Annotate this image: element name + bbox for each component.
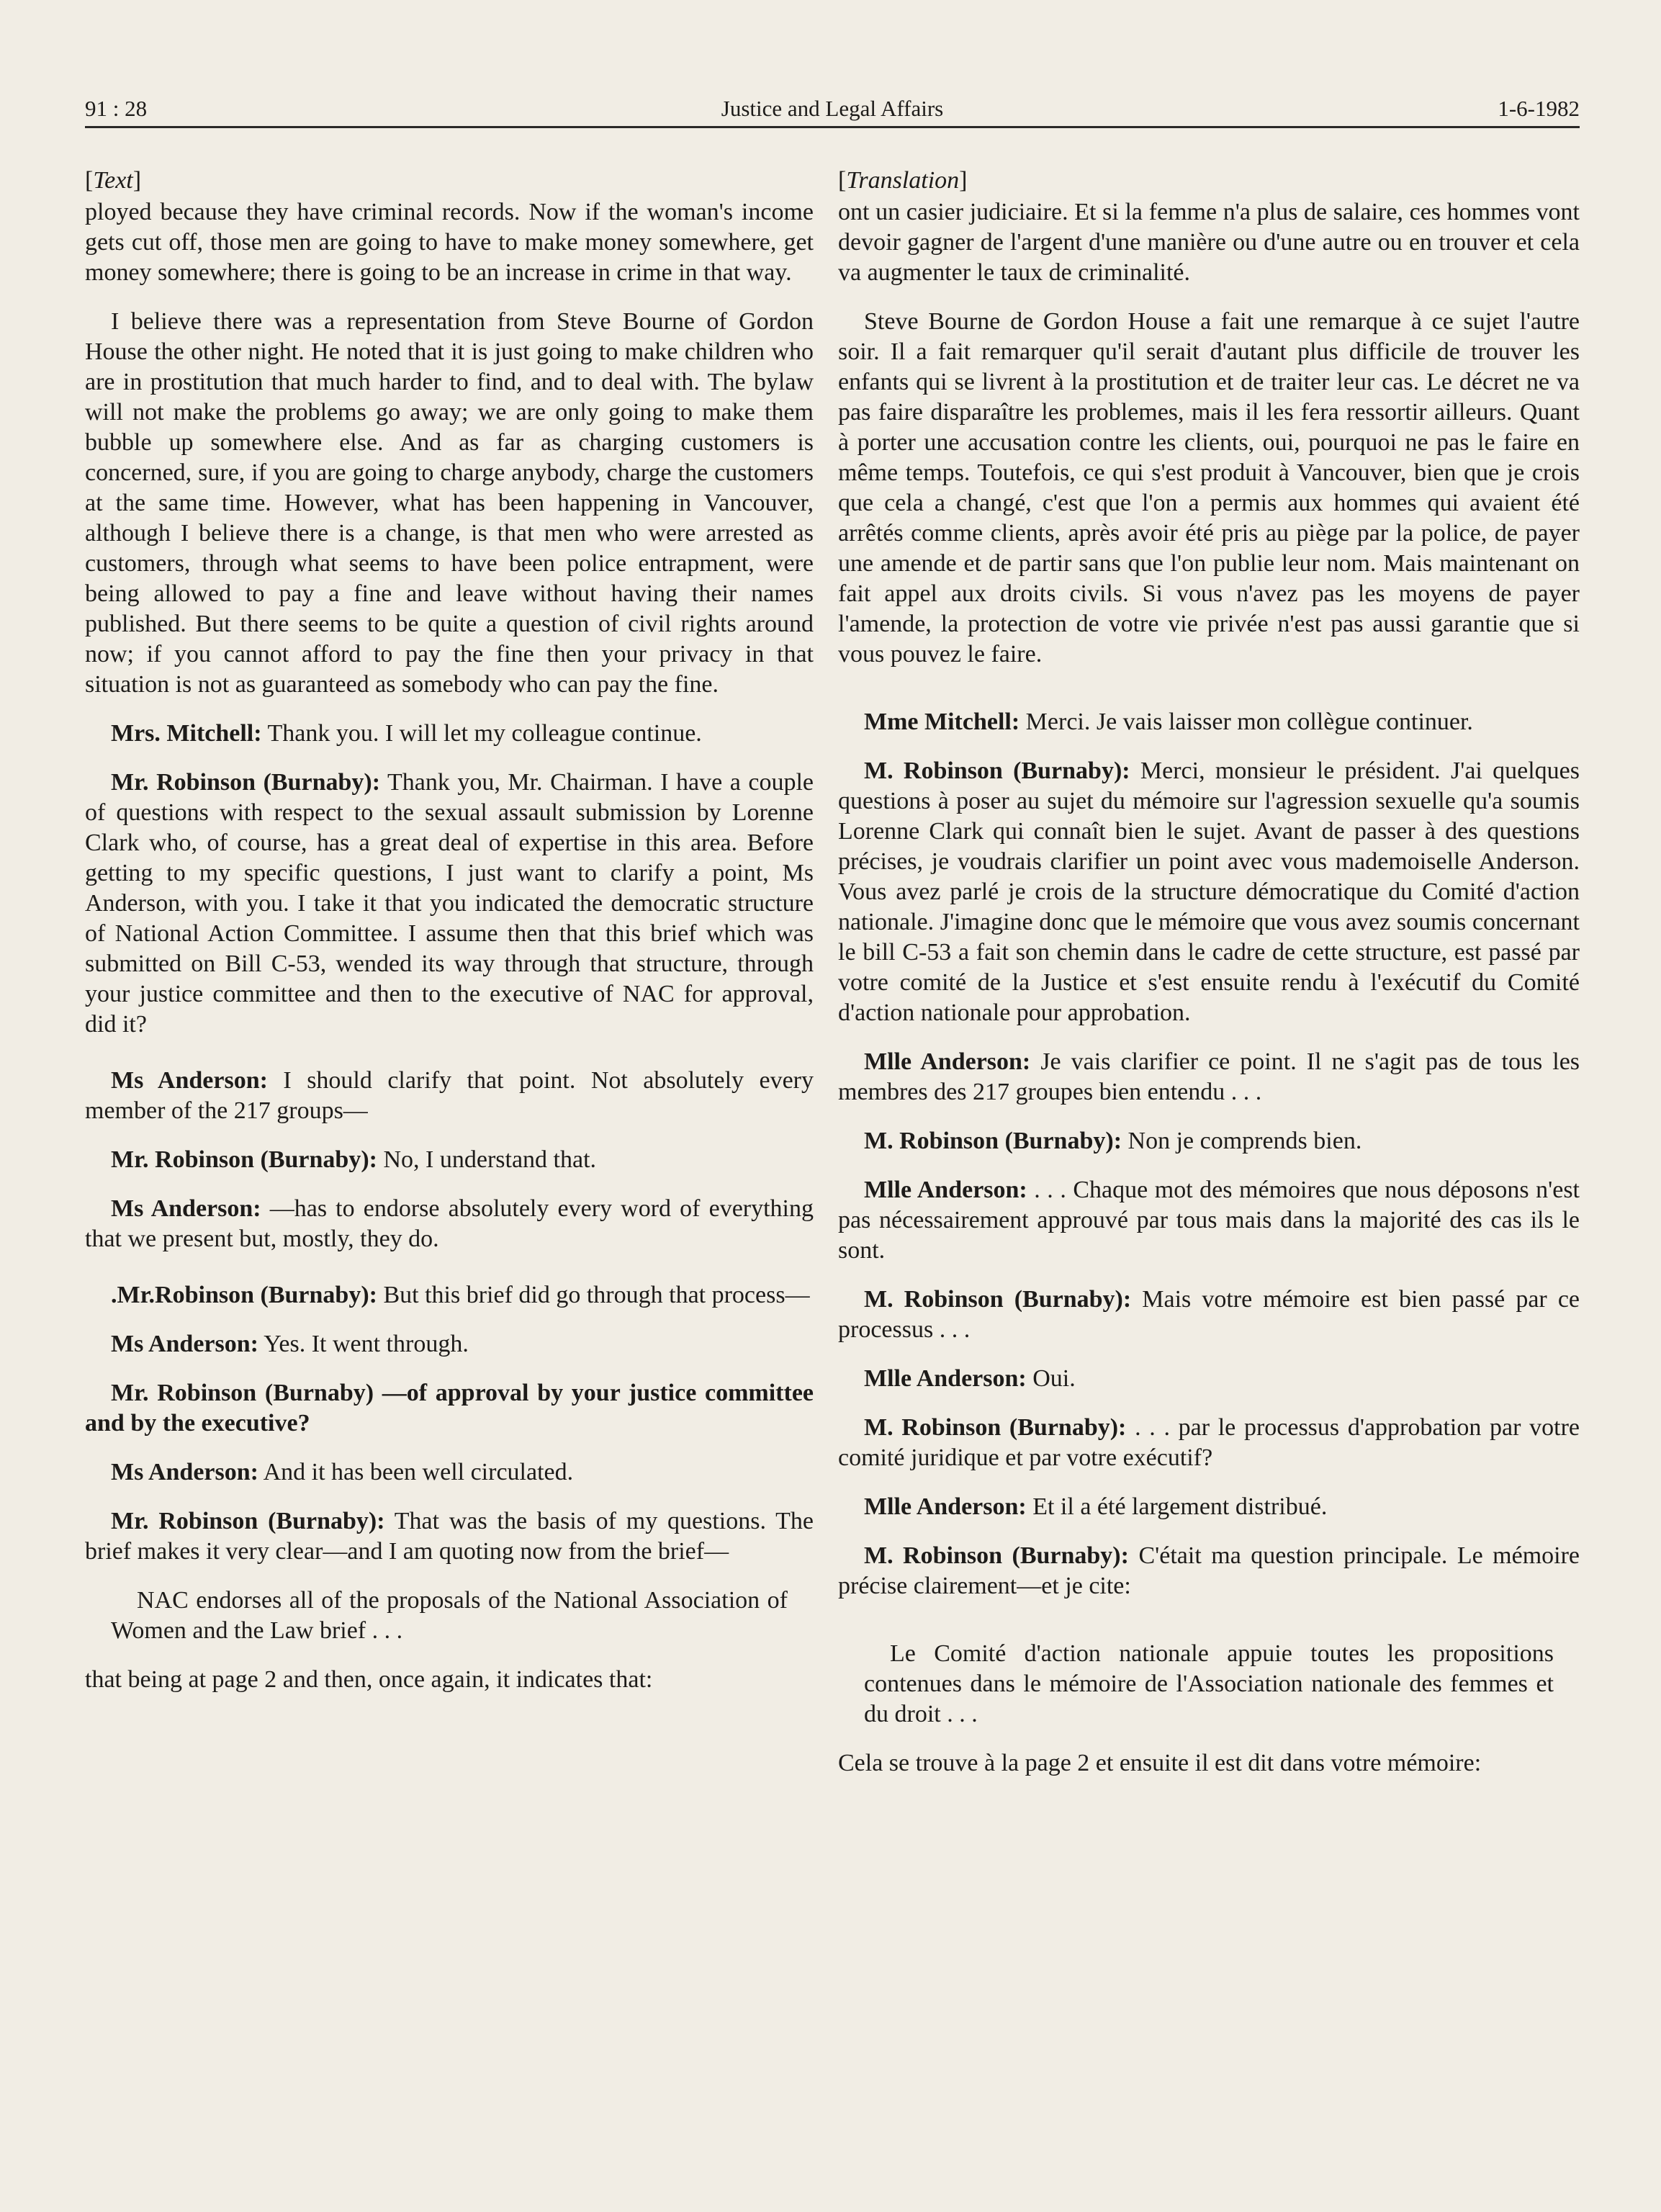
paragraph: Cela se trouve à la page 2 et ensuite il est dit dans votre mémoire: [838, 1750, 1482, 1776]
speaker-name: Mlle Anderson: [864, 1177, 1027, 1203]
speech-text: Yes. It went through. [264, 1331, 469, 1357]
speaker-name: Ms Anderson: [111, 1195, 261, 1222]
document-page [85, 83, 1580, 2157]
speech-text: I should clarify that point. Not absolutely every member of the 217 groups— [85, 1067, 814, 1124]
column-label: [Translation] [838, 167, 968, 194]
speech [838, 1285, 1580, 1345]
speech-text: Non je comprends bien. [1127, 1128, 1362, 1154]
speech-text: Thank you, Mr. Chairman. I have a couple of questions with respect to the sexual assault submission by Lorenne Clark who, of course, has a great deal of expertise in this area. Before getting to my specific questions, I just want to clarify a point, Ms Anderson, with you. I take it that you indicated the democratic structure of National Action Committee. I assume then that this brief which was submitted on Bill C-53, wended its way through that structure, through your justice committee and then to the executive of NAC for approval, did it? [85, 769, 814, 1038]
speech-text: And it has been well circulated. [263, 1459, 574, 1485]
speaker-name: Ms Anderson: [111, 1459, 258, 1485]
speech-text: Merci, monsieur le président. J'ai quelques questions à poser au sujet du mémoire sur l'agression sexuelle qu'a soumis Lorenne Clark qui connaît bien le sujet. Avant de passer à des questions précises, je voudrais clarifier un point avec vous mademoiselle Anderson. Vous avez parlé je crois de la structure démocratique du Comité d'action nationale. J'imagine donc que le mémoire que vous avez soumis concernant le bill C-53 a fait son chemin dans le cadre de cette structure, est passé par votre comité de la Justice et s'est ensuite rendu à l'exécutif du Comité d'action nationale pour approbation. [838, 757, 1580, 1026]
paragraph: that being at page 2 and then, once again, it indicates that: [85, 1666, 653, 1693]
speech-text: Oui. [1032, 1365, 1076, 1392]
speech [838, 707, 1580, 737]
speech-text: C'était ma question principale. Le mémoire précise clairement—et je cite: [838, 1542, 1580, 1599]
speaker-name: Mr. Robinson (Burnaby): [111, 769, 381, 796]
page-number: 91 : 28 [85, 96, 148, 121]
speaker-name: Mrs. Mitchell: [111, 720, 262, 747]
speech [85, 768, 814, 1040]
speech-text: Thank you. I will let my colleague continue. [267, 720, 702, 747]
speech-text: But this brief did go through that process— [383, 1282, 810, 1308]
speech [85, 1194, 814, 1254]
paragraph: ployed because they have criminal records. Now if the woman's income gets cut off, those men are going to have to make money somewhere, get money somewhere; there is going to be an increase in crime in that way. [85, 199, 814, 286]
speaker-name: Ms Anderson: [111, 1331, 258, 1357]
speech-text: Merci. Je vais laisser mon collègue continuer. [1025, 709, 1473, 735]
speech [85, 1280, 814, 1310]
speaker-name: .Mr.Robinson (Burnaby): [111, 1282, 377, 1308]
speaker-name: M. Robinson (Burnaby): [864, 1128, 1122, 1154]
speaker-name: Mr. Robinson (Burnaby): [111, 1146, 377, 1173]
page-header [85, 83, 1580, 128]
column-label: [Text] [85, 167, 142, 194]
block-quote: NAC endorses all of the proposals of the National Association of Women and the Law brief . . . [111, 1587, 788, 1644]
speech [85, 719, 814, 749]
speech [85, 1145, 814, 1175]
speaker-name: M. Robinson (Burnaby): [864, 1414, 1127, 1441]
speaker-name: Mme Mitchell: [864, 709, 1020, 735]
paragraph: ont un casier judiciaire. Et si la femme n'a plus de salaire, ces hommes vont devoir gagner de l'argent d'une manière ou d'une autre ou en trouver et cela va augmenter le taux de criminalité. [838, 199, 1580, 286]
speech-text: Mais votre mémoire est bien passé par ce processus . . . [838, 1286, 1580, 1343]
speech [838, 1126, 1580, 1156]
paragraph: I believe there was a representation from Steve Bourne of Gordon House the other night. He noted that it is just going to make children who are in prostitution that much harder to find, and to deal with. The bylaw will not make the problems go away; we are only going to make them bubble up somewhere else. And as far as charging customers is concerned, sure, if you are going to charge anybody, charge the customers at the same time. However, what has been happening in Vancouver, although I believe there is a change, is that men who were arrested as customers, through what seems to have been police entrapment, were being allowed to pay a fine and leave without having their names published. But there seems to be quite a question of civil rights around now; if you cannot afford to pay the fine then your privacy in that situation is not as guaranteed as somebody who can pay the fine. [85, 308, 814, 698]
speech [838, 756, 1580, 1028]
speaker-name: Mlle Anderson: [864, 1365, 1027, 1392]
speech [85, 1066, 814, 1126]
speech [838, 1364, 1580, 1394]
speech [838, 1541, 1580, 1601]
speaker-name: M. Robinson (Burnaby): [864, 1542, 1129, 1569]
speech-text: Et il a été largement distribué. [1032, 1493, 1328, 1520]
speech [838, 1175, 1580, 1266]
speech-text: That was the basis of my questions. The brief makes it very clear—and I am quoting now from the brief— [85, 1508, 814, 1565]
speaker-name: M. Robinson (Burnaby): [864, 1286, 1132, 1313]
speech [838, 1047, 1580, 1107]
speaker-name: Mlle Anderson: [864, 1048, 1031, 1075]
speaker-name: Mr. Robinson (Burnaby): [111, 1508, 385, 1534]
speaker-name: Mr. Robinson (Burnaby) [111, 1380, 374, 1406]
speech [85, 1378, 814, 1439]
speaker-name: Mlle Anderson: [864, 1493, 1027, 1520]
paragraph: Steve Bourne de Gordon House a fait une remarque à ce sujet l'autre soir. Il a fait remarquer qu'il serait d'autant plus difficile de trouver les enfants qui se livrent à la prostitution et de traiter leur cas. Le décret ne va pas faire disparaître les problemes, mais il les fera ressortir ailleurs. Quant à porter une accusation contre les clients, oui, pourquoi ne pas le faire en même temps. Toutefois, ce qui s'est produit à Vancouver, bien que je crois que cela a changé, c'est que l'on a permis aux hommes qui avaient été arrêtés comme clients, après avoir été pris au piège par la police, de payer une amende et de partir sans que l'on publie leur nom. Mais maintenant on fait appel aux droits civils. Si vous n'avez pas les moyens de payer l'amende, la protection de votre vie privée n'est pas aussi garantie que si vous pouvez le faire. [838, 308, 1580, 667]
speech-text: —of approval by your justice committee and by the executive? [85, 1380, 814, 1437]
speech-text: Je vais clarifier ce point. Il ne s'agit pas de tous les membres des 217 groupes bien entendu . . . [838, 1048, 1580, 1105]
speech-text: . . . par le processus d'approbation par votre comité juridique et par votre exécutif? [838, 1414, 1580, 1471]
speech [838, 1492, 1580, 1522]
speech-text: No, I understand that. [383, 1146, 597, 1173]
speech [85, 1506, 814, 1567]
speaker-name: Ms Anderson: [111, 1067, 268, 1094]
french-column [838, 166, 1580, 1797]
speaker-name: M. Robinson (Burnaby): [864, 757, 1130, 784]
running-title: Justice and Legal Affairs [721, 96, 944, 121]
block-quote: Le Comité d'action nationale appuie toutes les propositions contenues dans le mémoire de l'Association nationale des femmes et du droit . . . [864, 1640, 1554, 1727]
speech [838, 1413, 1580, 1473]
speech [85, 1457, 814, 1488]
header-date: 1-6-1982 [1498, 96, 1580, 121]
english-column [85, 166, 814, 1714]
speech [85, 1329, 814, 1359]
speech-text: . . . Chaque mot des mémoires que nous déposons n'est pas nécessairement approuvé par tous mais dans la majorité des cas ils le sont. [838, 1177, 1580, 1264]
speech-text: —has to endorse absolutely every word of everything that we present but, mostly, they do. [85, 1195, 814, 1252]
